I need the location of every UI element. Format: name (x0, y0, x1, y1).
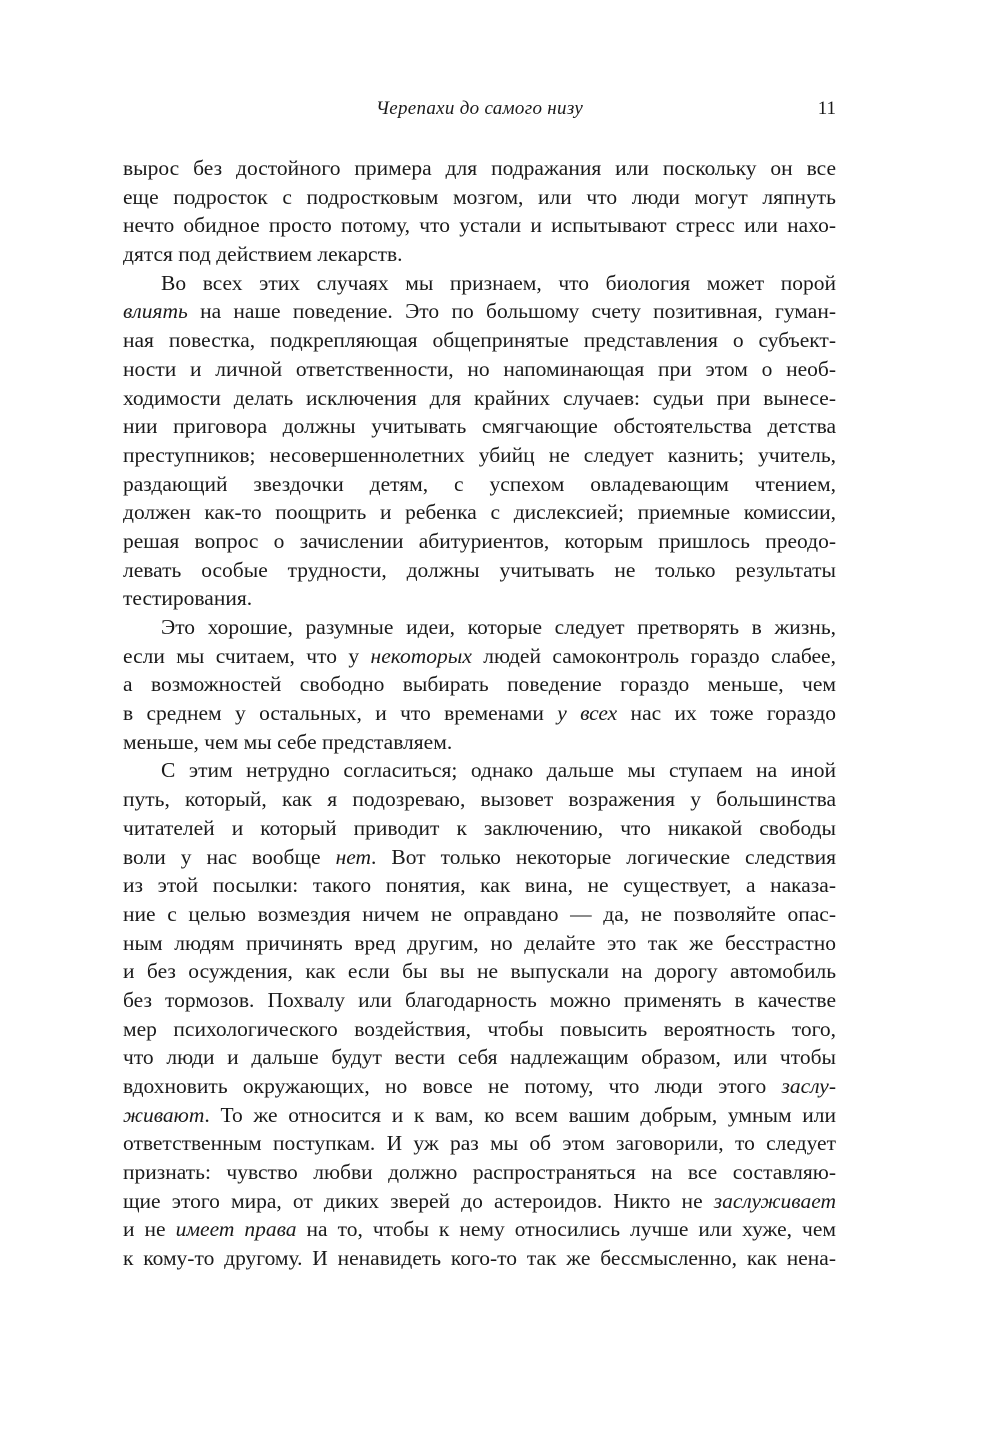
text-line (123, 1158, 836, 1187)
text-line (123, 1015, 836, 1044)
text-run: вдохновить окружающих, но вовсе не потому, что люди этого (123, 1074, 782, 1098)
text-run: . То же относится и к вам, ко всем вашим добрым, умным или (204, 1102, 836, 1127)
text-run: ным людям причинять вред другим, но делайте это так же бесстрастно (123, 930, 836, 955)
text-line (123, 556, 836, 585)
text-run: левать особые трудности, должны учитывать не только результаты (123, 557, 836, 582)
text-run: признать: чувство любви должно распространяться на все составляю- (123, 1160, 836, 1185)
text-line (123, 756, 836, 785)
text-line (123, 441, 836, 470)
text-run: нии приговора должны учитывать смягчающие обстоятельства детства (123, 414, 836, 439)
italic-text: живают (123, 1102, 205, 1127)
text-run: дятся под действием лекарств. (123, 242, 403, 267)
text-run: ная повестка, подкрепляющая общепринятые представления о субъект- (123, 328, 836, 353)
text-line (123, 269, 836, 298)
text-run: что люди и дальше будут вести себя надлежащим образом, или чтобы (123, 1045, 836, 1070)
text-line (123, 1215, 836, 1244)
text-run: на наше поведение. Это по большому счету позитивная, гуман- (187, 299, 836, 324)
text-run: мер психологического воздействия, чтобы повысить вероятность того, (123, 1016, 836, 1041)
text-run: С этим нетрудно согласиться; однако дальше мы ступаем на иной (161, 758, 836, 783)
text-line (123, 1101, 836, 1130)
text-line (123, 154, 836, 183)
text-line (123, 1244, 836, 1273)
text-run: ности и личной ответственности, но напоминающая при этом о необ- (123, 356, 836, 381)
text-line (123, 613, 836, 642)
text-run: Это хорошие, разумные идеи, которые следует претворять в жизнь, (161, 615, 836, 639)
running-head (123, 98, 836, 128)
text-run: решая вопрос о зачислении абитуриентов, которым пришлось преодо- (123, 528, 836, 553)
text-run: нечто обидное просто потому, что устали и испытывают стресс или нахо- (123, 213, 836, 238)
text-run: без тормозов. Похвалу или благодарность можно применять в качестве (123, 987, 836, 1012)
text-line (123, 1129, 836, 1158)
text-line (123, 785, 836, 814)
text-line (123, 1043, 836, 1072)
page-number: 11 (817, 98, 836, 119)
text-line (123, 871, 836, 900)
text-run: из этой посылки: такого понятия, как вина, не существует, а наказа- (123, 873, 836, 898)
text-run: воли у нас вообще (123, 844, 336, 869)
text-run: преступников; несовершеннолетних убийц не следует казнить; учитель, (123, 442, 836, 467)
text-run: путь, который, как я подозреваю, вызовет возражения у большинства (123, 787, 836, 812)
text-run: на то, чтобы к нему относились лучше или хуже, чем (296, 1217, 836, 1242)
text-line (123, 986, 836, 1015)
text-run: людей самоконтроль гораздо слабее, (471, 643, 836, 668)
text-run: ответственным поступкам. И уж раз мы об этом заговорили, то следует (123, 1131, 836, 1156)
text-line (123, 183, 836, 212)
text-line (123, 814, 836, 843)
text-run: к кому-то другому. И ненавидеть кого-то так же бессмысленно, как нена- (123, 1246, 836, 1271)
text-run: Во всех этих случаях мы признаем, что биология может порой (161, 270, 836, 295)
text-line (123, 1072, 836, 1101)
text-run: . Вот только некоторые логические следствия (371, 844, 836, 869)
italic-text: заслу- (781, 1074, 836, 1098)
text-run: читателей и который приводит к заключению, что никакой свободы (123, 815, 836, 840)
text-run: ходимости делать исключения для крайних случаев: судьи при вынесе- (123, 385, 836, 410)
text-line (123, 843, 836, 872)
text-line (123, 929, 836, 958)
text-run: а возможностей свободно выбирать поведение гораздо меньше, чем (123, 672, 836, 697)
text-run: ние с целью возмездия ничем не оправдано — да, не позволяйте опас- (123, 901, 836, 926)
italic-text: некоторых (370, 643, 472, 668)
text-run: нас их тоже гораздо (617, 701, 836, 726)
text-line (123, 642, 836, 671)
text-run: и без осуждения, как если бы вы не выпускали на дорогу автомобиль (123, 959, 836, 984)
text-line (123, 211, 836, 240)
text-line (123, 412, 836, 441)
text-line (123, 527, 836, 556)
text-line (123, 355, 836, 384)
italic-text: имеет права (175, 1217, 297, 1242)
text-line (123, 584, 836, 613)
text-line (123, 326, 836, 355)
text-line (123, 699, 836, 728)
text-line (123, 670, 836, 699)
italic-text: у всех (557, 701, 618, 726)
text-run: раздающий звездочки детям, с успехом овладевающим чтением, (123, 471, 836, 496)
text-run: меньше, чем мы себе представляем. (123, 729, 453, 754)
text-run: щие этого мира, от диких зверей до астероидов. Никто не (123, 1188, 714, 1213)
text-line (123, 384, 836, 413)
italic-text: нет (335, 844, 372, 869)
text-run: еще подросток с подростковым мозгом, или что люди могут ляпнуть (123, 184, 836, 209)
text-line (123, 498, 836, 527)
italic-text: заслуживает (713, 1188, 836, 1213)
text-line (123, 900, 836, 929)
text-run: если мы считаем, что у (123, 643, 371, 668)
text-line (123, 470, 836, 499)
body-text (123, 154, 836, 1273)
text-line (123, 728, 836, 757)
text-line (123, 957, 836, 986)
running-title: Черепахи до самого низу (375, 98, 584, 119)
italic-text: влиять (123, 299, 188, 324)
text-run: должен как-то поощрить и ребенка с дислексией; приемные комиссии, (123, 500, 836, 525)
text-run: тестирования. (123, 586, 253, 611)
text-line (123, 297, 836, 326)
text-run: в среднем у остальных, и что временами (123, 701, 558, 726)
text-line (123, 240, 836, 269)
text-run: вырос без достойного примера для подражания или поскольку он все (123, 156, 836, 180)
text-run: и не (123, 1217, 176, 1242)
text-line (123, 1187, 836, 1216)
